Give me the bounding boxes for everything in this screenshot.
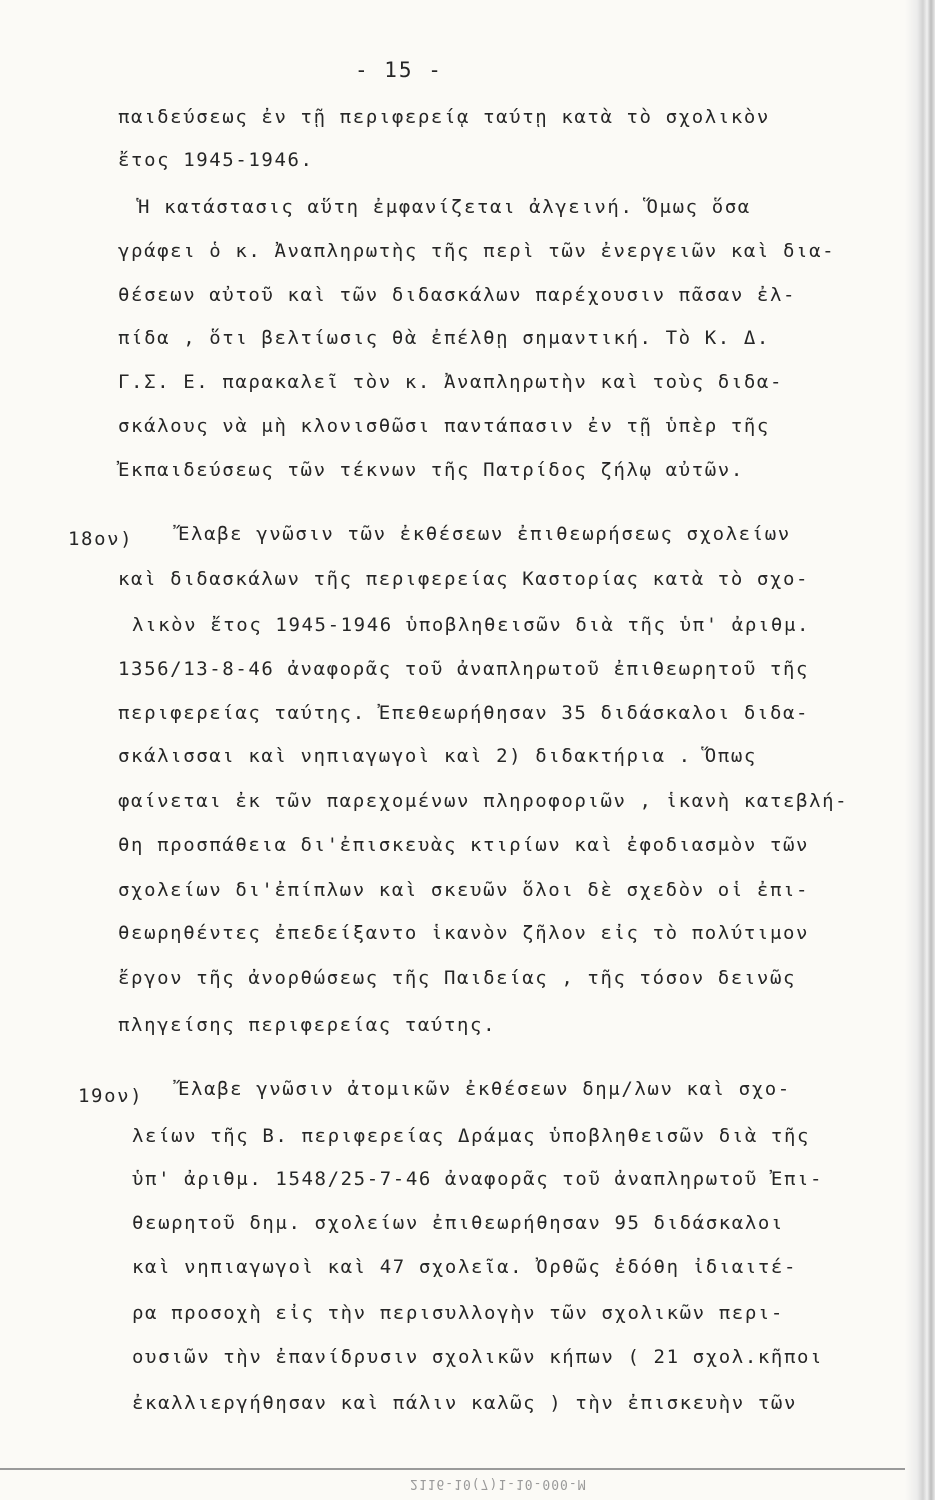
- item-number-18: 18ον): [68, 528, 134, 550]
- text-line: σκάλους νὰ μὴ κλονισθῶσι παντάπασιν ἐν τῇ ὑπὲρ τῆς: [118, 415, 770, 437]
- footer-code: 2116-10(7)1-10-000-M: [410, 1476, 587, 1491]
- text-line: καὶ νηπιαγωγοὶ καὶ 47 σχολεῖα. Ὀρθῶς ἐδόθη ἰδιαιτέ-: [132, 1256, 797, 1278]
- text-line: περιφερείας ταύτης. Ἐπεθεωρήθησαν 35 διδάσκαλοι διδα-: [118, 702, 810, 724]
- text-line: ὑπ' ἀριθμ. 1548/25-7-46 ἀναφορᾶς τοῦ ἀναπληρωτοῦ Ἐπι-: [132, 1168, 824, 1190]
- text-line: θη προσπάθεια δι'ἐπισκευὰς κτιρίων καὶ ἐφοδιασμὸν τῶν: [118, 834, 810, 856]
- item-number-19: 19ον): [78, 1085, 144, 1107]
- text-line: Ἐκπαιδεύσεως τῶν τέκνων τῆς Πατρίδος ζήλῳ αὐτῶν.: [118, 459, 744, 481]
- text-line: Ἔλαβε γνῶσιν ἀτομικῶν ἐκθέσεων δημ/λων καὶ σχο-: [178, 1078, 791, 1100]
- scan-edge: [905, 0, 935, 1500]
- text-line: ἐκαλλιεργήθησαν καὶ πάλιν καλῶς ) τὴν ἐπισκευὴν τῶν: [132, 1392, 797, 1414]
- text-line: θέσεων αὐτοῦ καὶ τῶν διδασκάλων παρέχουσιν πᾶσαν ἐλ-: [118, 284, 797, 306]
- text-line: σκάλισσαι καὶ νηπιαγωγοὶ καὶ 2) διδακτήρια . Ὅπως: [118, 745, 757, 767]
- page-number: - 15 -: [355, 58, 443, 82]
- text-line: γράφει ὁ κ. Ἀναπληρωτὴς τῆς περὶ τῶν ἐνεργειῶν καὶ δια-: [118, 240, 836, 262]
- text-line: σχολείων δι'ἐπίπλων καὶ σκευῶν ὅλοι δὲ σχεδὸν οἱ ἐπι-: [118, 879, 810, 901]
- text-line: λείων τῆς Β. περιφερείας Δράμας ὑποβληθεισῶν διὰ τῆς: [132, 1125, 811, 1147]
- text-line: Γ.Σ. Ε. παρακαλεῖ τὸν κ. Ἀναπληρωτὴν καὶ τοὺς διδα-: [118, 371, 783, 393]
- text-line: λικὸν ἔτος 1945-1946 ὑποβληθεισῶν διὰ τῆς ὑπ' ἀριθμ.: [132, 614, 811, 636]
- text-line: πίδα , ὅτι βελτίωσις θὰ ἐπέλθῃ σημαντική. Τὸ Κ. Δ.: [118, 327, 770, 349]
- text-line: καὶ διδασκάλων τῆς περιφερείας Καστορίας κατὰ τὸ σχο-: [118, 568, 810, 590]
- text-line: ἔργον τῆς ἀνορθώσεως τῆς Παιδείας , τῆς τόσον δεινῶς: [118, 967, 797, 989]
- text-line: παιδεύσεως ἐν τῇ περιφερείᾳ ταύτῃ κατὰ τὸ σχολικὸν: [118, 106, 770, 128]
- text-line: φαίνεται ἐκ τῶν παρεχομένων πληροφοριῶν , ἱκανὴ κατεβλή-: [118, 790, 849, 812]
- bottom-rule: [0, 1468, 905, 1470]
- text-line: πληγείσης περιφερείας ταύτης.: [118, 1014, 497, 1036]
- text-line: ρα προσοχὴ εἰς τὴν περισυλλογὴν τῶν σχολικῶν περι-: [132, 1302, 784, 1324]
- text-line: ουσιῶν τὴν ἐπανίδρυσιν σχολικῶν κήπων ( 21 σχολ.κῆποι: [132, 1346, 824, 1368]
- text-line: 1356/13-8-46 ἀναφορᾶς τοῦ ἀναπληρωτοῦ ἐπιθεωρητοῦ τῆς: [118, 658, 810, 680]
- text-line: Ἔλαβε γνῶσιν τῶν ἐκθέσεων ἐπιθεωρήσεως σχολείων: [178, 523, 791, 545]
- text-line: Ἡ κατάστασις αὕτη ἐμφανίζεται ἀλγεινή. Ὅμως ὅσα: [138, 196, 751, 218]
- text-line: ἔτος 1945-1946.: [118, 149, 314, 171]
- text-line: θεωρηθέντες ἐπεδείξαντο ἱκανὸν ζῆλον εἰς τὸ πολύτιμον: [118, 922, 810, 944]
- text-line: θεωρητοῦ δημ. σχολείων ἐπιθεωρήθησαν 95 διδάσκαλοι: [132, 1212, 784, 1234]
